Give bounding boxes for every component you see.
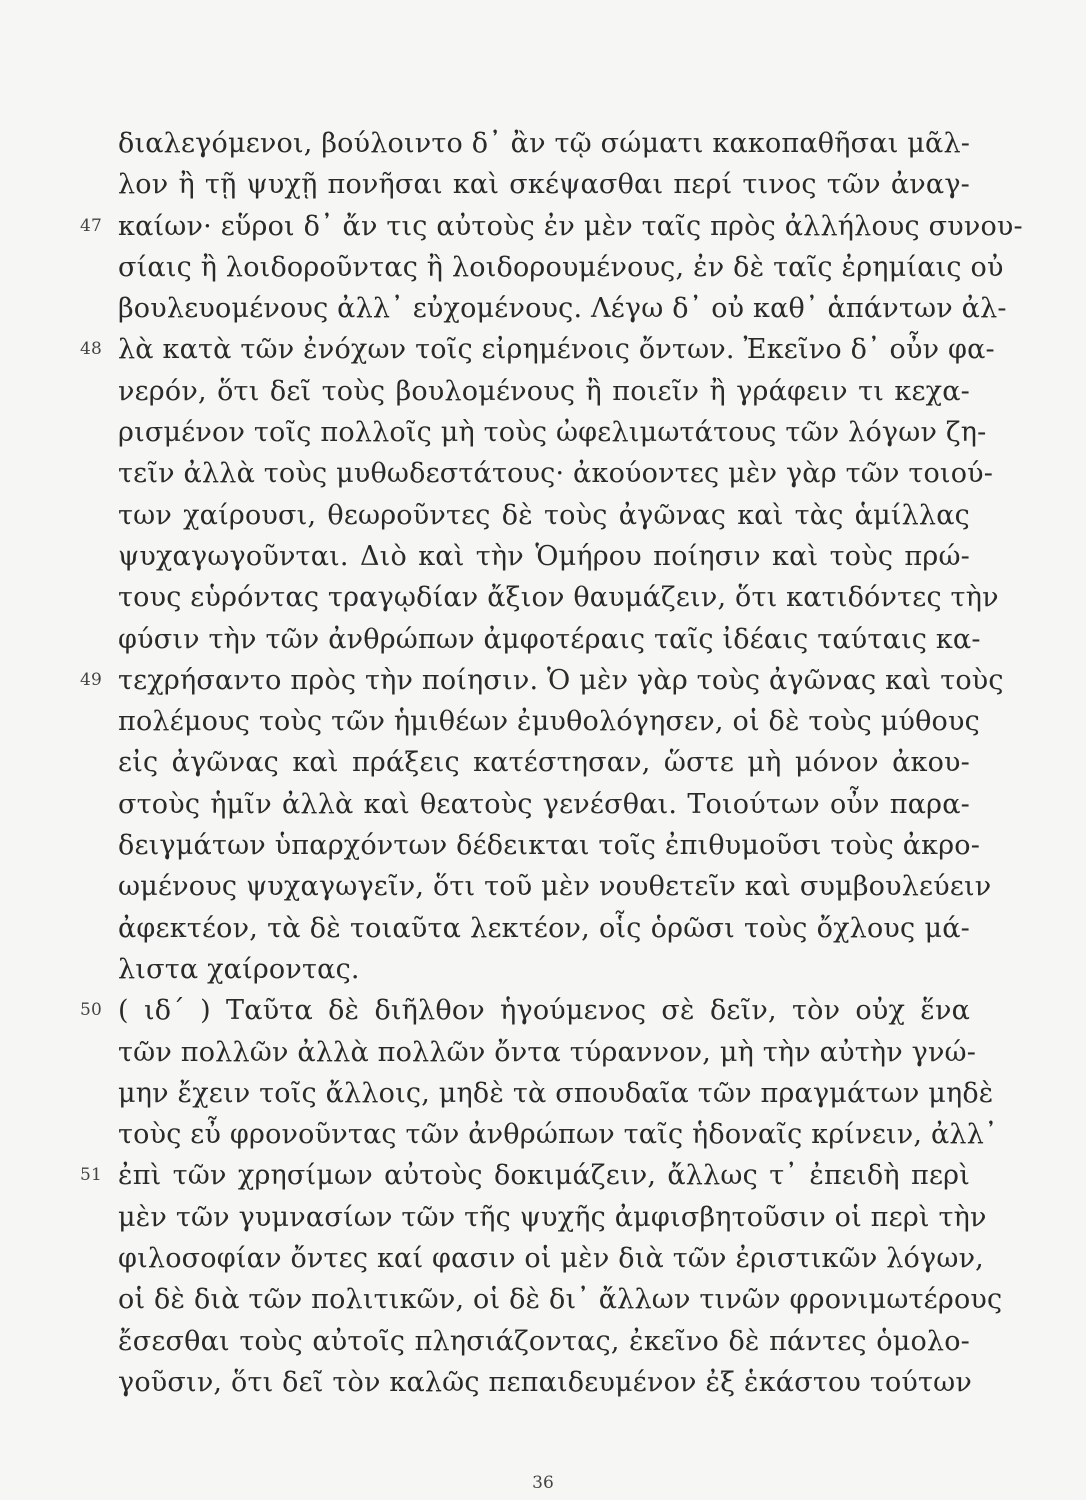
line-text: οἱ δὲ διὰ τῶν πολιτικῶν, οἱ δὲ δι᾽ ἄλλων τινῶν φρονιμωτέρους [118, 1284, 1003, 1316]
body-text [80, 123, 1023, 1403]
text-line [80, 329, 995, 370]
line-text: γοῦσιν, ὅτι δεῖ τὸν καλῶς πεπαιδευμένον ἐξ ἑκάστου τούτων [118, 1366, 972, 1398]
line-text: νερόν, ὅτι δεῖ τοὺς βουλομένους ἢ ποιεῖν ἢ γράφειν τι κεχα- [118, 375, 970, 407]
line-text: μὲν τῶν γυμνασίων τῶν τῆς ψυχῆς ἀμφισβητοῦσιν οἱ περὶ τὴν [118, 1201, 987, 1233]
line-text: τους εὑρόντας τραγῳδίαν ἄξιον θαυμάζειν, ὅτι κατιδόντες τὴν [118, 582, 999, 614]
line-text: φιλοσοφίαν ὄντες καί φασιν οἱ μὲν διὰ τῶν ἐριστικῶν λόγων, [118, 1243, 984, 1275]
line-text: ψυχαγωγοῦνται. Διὸ καὶ τὴν Ὁμήρου ποίησιν καὶ τοὺς πρώ- [118, 540, 970, 572]
line-text: πολέμους τοὺς τῶν ἡμιθέων ἐμυθολόγησεν, οἱ δὲ τοὺς μύθους [118, 706, 980, 738]
text-line [118, 1362, 970, 1403]
line-text: τεχρήσαντο πρὸς τὴν ποίησιν. Ὁ μὲν γὰρ τοὺς ἀγῶνας καὶ τοὺς [118, 664, 1004, 696]
text-line [118, 288, 1007, 329]
line-text: λιστα χαίροντας. [118, 953, 360, 985]
line-text: καίων· εὕροι δ᾽ ἄν τις αὐτοὺς ἐν μὲν ταῖς πρὸς ἀλλήλους συνου- [118, 210, 1023, 242]
text-line [80, 660, 1004, 701]
page-number: 36 [532, 1473, 554, 1493]
line-text: λὰ κατὰ τῶν ἐνόχων τοῖς εἰρημένοις ὄντων. Ἐκεῖνο δ᾽ οὖν φα- [118, 334, 995, 366]
text-line [118, 1197, 987, 1238]
text-line [118, 371, 970, 412]
text-line [118, 577, 999, 618]
section-number: 51 [80, 1165, 103, 1186]
line-text: ωμένους ψυχαγωγεῖν, ὅτι τοῦ μὲν νουθετεῖν καὶ συμβουλεύειν [118, 871, 992, 903]
text-line [118, 164, 970, 205]
line-text: τῶν πολλῶν ἀλλὰ πολλῶν ὄντα τύραννον, μὴ τὴν αὐτὴν γνώ- [118, 1036, 977, 1068]
text-line [118, 1321, 970, 1362]
line-text: δειγμάτων ὑπαρχόντων δέδεικται τοῖς ἐπιθυμοῦσι τοὺς ἀκρο- [118, 830, 981, 862]
text-line [118, 1073, 994, 1114]
line-text: σίαις ἢ λοιδοροῦντας ἢ λοιδορουμένους, ἐν δὲ ταῖς ἐρημίαις οὐ [118, 251, 1004, 283]
text-line [118, 123, 970, 164]
text-line [118, 1279, 1003, 1320]
text-line [118, 784, 970, 825]
section-number: 47 [80, 215, 103, 236]
text-line [118, 247, 1004, 288]
section-number: 49 [80, 669, 103, 690]
text-line [80, 206, 1023, 247]
line-text: ( ιδ΄ ) Ταῦτα δὲ διῆλθον ἡγούμενος σὲ δεῖν, τὸν οὐχ ἕνα [118, 995, 970, 1027]
text-line [80, 1155, 970, 1196]
text-line [118, 949, 970, 990]
line-text: εἰς ἀγῶνας καὶ πράξεις κατέστησαν, ὥστε μὴ μόνον ἀκου- [118, 747, 970, 779]
text-line [118, 742, 970, 783]
text-line [118, 825, 981, 866]
text-line [80, 990, 970, 1031]
line-text: ἔσεσθαι τοὺς αὐτοῖς πλησιάζοντας, ἐκεῖνο δὲ πάντες ὁμολο- [118, 1325, 970, 1357]
line-text: των χαίρουσι, θεωροῦντες δὲ τοὺς ἀγῶνας καὶ τὰς ἁμίλλας [118, 499, 970, 531]
text-line [118, 866, 992, 907]
line-text: ρισμένον τοῖς πολλοῖς μὴ τοὺς ὠφελιμωτάτους τῶν λόγων ζη- [118, 417, 987, 449]
line-text: τεῖν ἀλλὰ τοὺς μυθωδεστάτους· ἀκούοντες μὲν γὰρ τῶν τοιού- [118, 458, 994, 490]
section-number: 48 [80, 339, 103, 360]
text-line [118, 701, 980, 742]
line-text: λον ἢ τῇ ψυχῇ πονῆσαι καὶ σκέψασθαι περί τινος τῶν ἀναγ- [118, 169, 970, 201]
text-line [118, 453, 994, 494]
line-text: ἀφεκτέον, τὰ δὲ τοιαῦτα λεκτέον, οἷς ὁρῶσι τοὺς ὄχλους μά- [118, 912, 970, 944]
line-text: ἐπὶ τῶν χρησίμων αὐτοὺς δοκιμάζειν, ἄλλως τ᾽ ἐπειδὴ περὶ [118, 1160, 970, 1192]
line-text: διαλεγόμενοι, βούλοιντο δ᾽ ἂν τῷ σώματι κακοπαθῆσαι μᾶλ- [118, 128, 971, 159]
line-text: βουλευομένους ἀλλ᾽ εὐχομένους. Λέγω δ᾽ οὐ καθ᾽ ἁπάντων ἀλ- [118, 293, 1007, 325]
line-text: φύσιν τὴν τῶν ἀνθρώπων ἀμφοτέραις ταῖς ἰδέαις ταύταις κα- [118, 623, 981, 655]
text-line [118, 1238, 984, 1279]
text-line [118, 412, 987, 453]
text-line [118, 619, 981, 660]
text-line [118, 908, 970, 949]
text-line [118, 495, 970, 536]
line-text: τοὺς εὖ φρονοῦντας τῶν ἀνθρώπων ταῖς ἡδοναῖς κρίνειν, ἀλλ᾽ [118, 1119, 998, 1151]
line-text: στοὺς ἡμῖν ἀλλὰ καὶ θεατοὺς γενέσθαι. Τοιούτων οὖν παρα- [118, 788, 970, 820]
text-line [118, 536, 970, 577]
section-number: 50 [80, 1000, 103, 1021]
text-line [118, 1032, 977, 1073]
line-text: μην ἔχειν τοῖς ἄλλοις, μηδὲ τὰ σπουδαῖα τῶν πραγμάτων μηδὲ [118, 1077, 994, 1109]
text-line [118, 1114, 998, 1155]
